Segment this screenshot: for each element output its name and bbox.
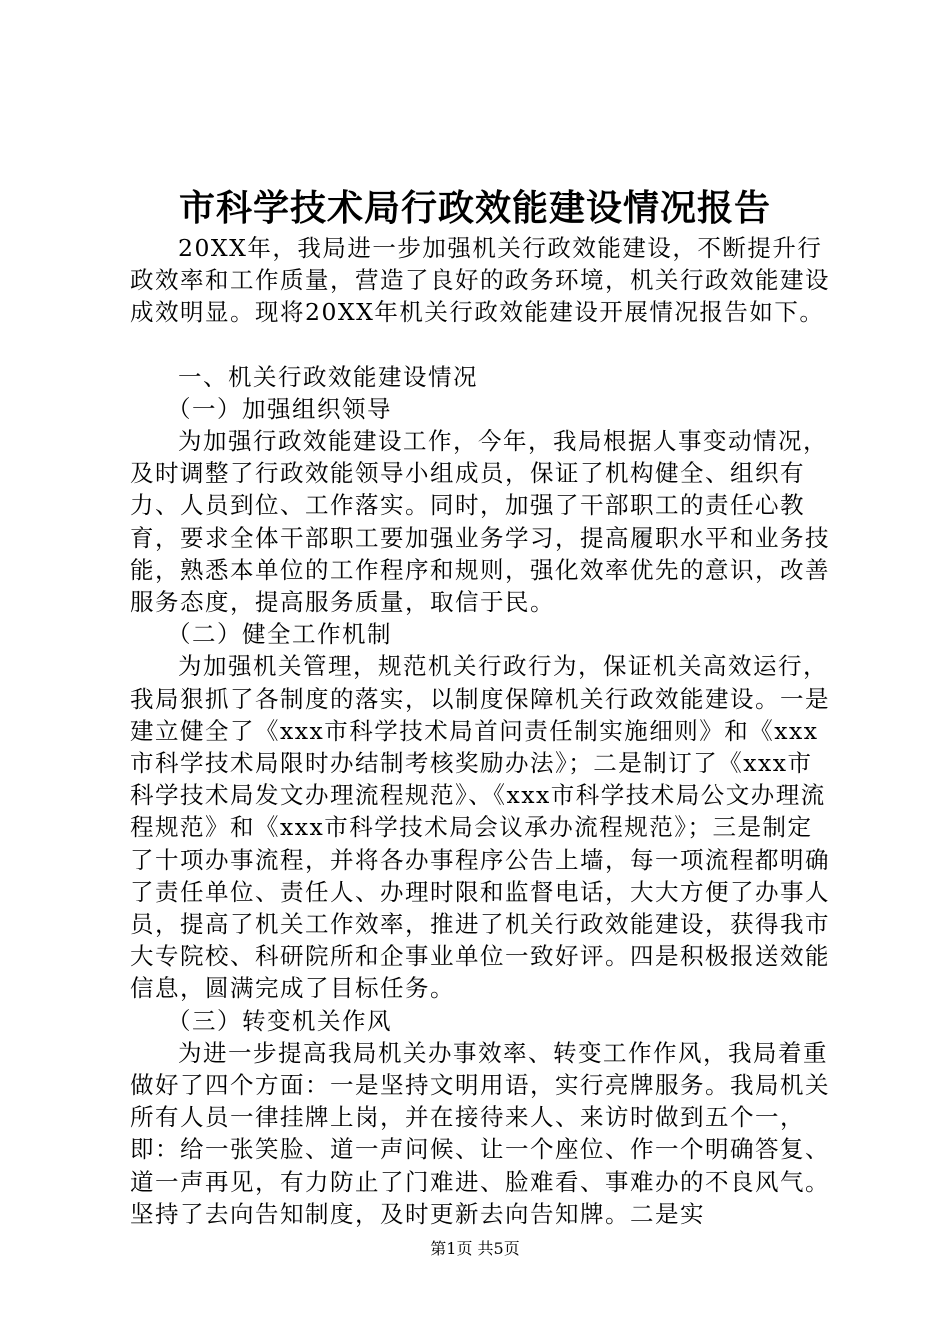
page-footer: 第1页 共5页: [430, 1239, 520, 1258]
subsection-body-2: 为加强机关管理，规范机关行政行为，保证机关高效运行，我局狠抓了各制度的落实，以制度保障机关行政效能建设。一是建立健全了《xxx市科学技术局首问责任制实施细则》和《xxx市科学技术局限时办结制考核奖励办法》；二是制订了《xxx市科学技术局发文办理流程规范》、《xxx市科学技术局公文办理流程规范》和《xxx市科学技术局会议承办流程规范》；三是制定了十项办事流程，并将各办事程序公告上墙，每一项流程都明确了责任单位、责任人、办理时限和监督电话，大大方便了办事人员，提高了机关工作效率，推进了机关行政效能建设，获得我市大专院校、科研院所和企事业单位一致好评。四是积极报送效能信息，圆满完成了目标任务。: [130, 652, 830, 1003]
subsection-heading-2: （二）健全工作机制: [167, 620, 392, 649]
document-body: [130, 232, 835, 1230]
document-title: 市科学技术局行政效能建设情况报告: [178, 187, 771, 229]
intro-paragraph: 20XX年，我局进一步加强机关行政效能建设，不断提升行政效率和工作质量，营造了良好的政务环境，机关行政效能建设成效明显。现将20XX年机关行政效能建设开展情况报告如下。: [130, 234, 830, 327]
subsection-body-3: 为进一步提高我局机关办事效率、转变工作作风，我局着重做好了四个方面：一是坚持文明用语，实行亮牌服务。我局机关所有人员一律挂牌上岗，并在接待来人、来访时做到五个一，即：给一张笑脸、道一声问候、让一个座位、作一个明确答复、道一声再见，有力防止了门难进、脸难看、事难办的不良风气。坚持了去向告知制度，及时更新去向告知牌。二是实: [130, 1038, 830, 1228]
subsection-body-1: 为加强行政效能建设工作，今年，我局根据人事变动情况，及时调整了行政效能领导小组成员，保证了机构健全、组织有力、人员到位、工作落实。同时，加强了干部职工的责任心教育，要求全体干部职工要加强业务学习，提高履职水平和业务技能，熟悉本单位的工作程序和规则，强化效率优先的意识，改善服务态度，提高服务质量，取信于民。: [130, 427, 830, 617]
subsection-heading-1: （一）加强组织领导: [167, 394, 392, 423]
section-heading-1: 一、机关行政效能建设情况: [178, 362, 478, 391]
subsection-heading-3: （三）转变机关作风: [167, 1006, 392, 1035]
paragraph-spacer: [130, 329, 835, 361]
